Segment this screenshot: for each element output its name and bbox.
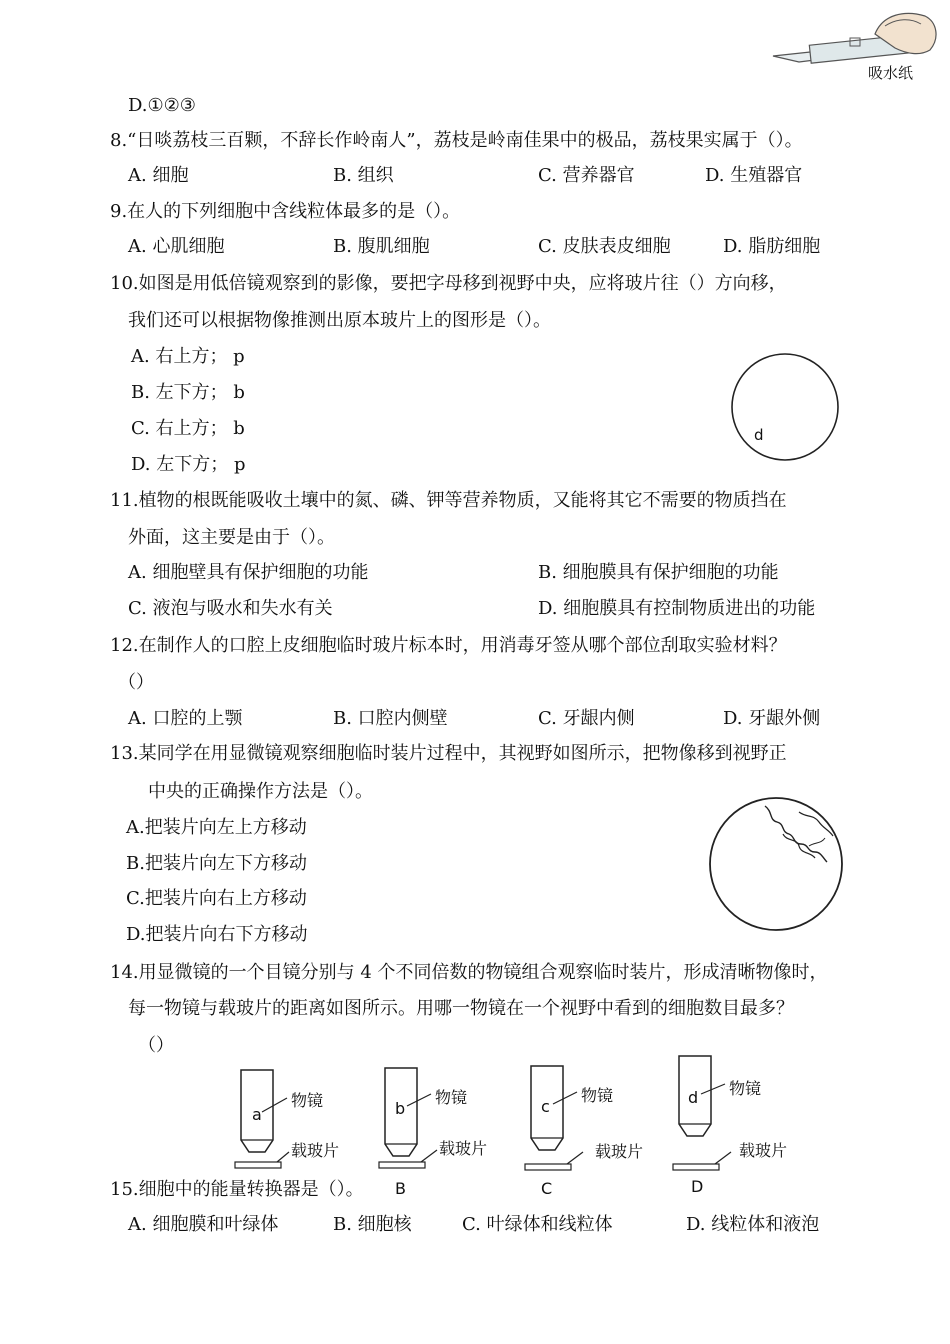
q8-option-b[interactable]: B. 组织 — [333, 165, 394, 186]
q13-option-b[interactable]: B.把装片向左下方移动 — [126, 853, 307, 874]
lens-letter-a: a — [252, 1105, 262, 1124]
lens-letter-c: c — [541, 1097, 550, 1116]
q15-stem: 15.细胞中的能量转换器是（）。 — [110, 1179, 364, 1200]
q9-option-b[interactable]: B. 腹肌细胞 — [333, 236, 430, 257]
q10-option-d[interactable]: D. 左下方； p — [131, 454, 246, 475]
slide-label-c: 载玻片 — [595, 1142, 644, 1161]
q8-option-d[interactable]: D. 生殖器官 — [705, 165, 803, 186]
objective-label-d: 物镜 — [729, 1079, 762, 1098]
slide-label-b: 载玻片 — [439, 1139, 488, 1158]
q13-stem-line2: 中央的正确操作方法是（）。 — [148, 781, 373, 802]
q14-stem-line2: 每一物镜与载玻片的距离如图所示。用哪一物镜在一个视野中看到的细胞数目最多？ — [128, 998, 794, 1019]
slide-label-d: 载玻片 — [739, 1141, 788, 1160]
q10-option-a[interactable]: A. 右上方； p — [131, 346, 245, 367]
q11-option-a[interactable]: A. 细胞壁具有保护细胞的功能 — [128, 562, 369, 583]
q11-stem-line2: 外面，这主要是由于（）。 — [128, 527, 335, 548]
q15-option-b[interactable]: B. 细胞核 — [333, 1214, 412, 1235]
q11-option-d[interactable]: D. 细胞膜具有控制物质进出的功能 — [538, 598, 816, 619]
absorbent-paper-label: 吸水纸 — [868, 64, 914, 82]
q9-option-d[interactable]: D. 脂肪细胞 — [723, 236, 821, 257]
q12-stem-line2: （） — [118, 672, 154, 693]
q10-field-of-view-figure — [725, 348, 845, 468]
q15-option-c[interactable]: C. 叶绿体和线粒体 — [462, 1214, 613, 1235]
q13-option-c[interactable]: C.把装片向右上方移动 — [126, 888, 307, 909]
lens-letter-b: b — [395, 1099, 406, 1118]
q9-option-a[interactable]: A. 心肌细胞 — [128, 236, 225, 257]
q13-field-of-view-figure — [703, 792, 848, 937]
objective-lens-a — [235, 1070, 339, 1168]
q12-option-d[interactable]: D. 牙龈外侧 — [723, 708, 821, 729]
q11-stem-line1: 11.植物的根既能吸收土壤中的氮、磷、钾等营养物质，又能将其它不需要的物质挡在 — [110, 490, 787, 511]
objective-label-b: 物镜 — [435, 1088, 468, 1107]
q8-option-c[interactable]: C. 营养器官 — [538, 165, 635, 186]
q7-option-d[interactable]: D.①②③ — [128, 95, 196, 116]
lens-letter-d: d — [688, 1088, 699, 1107]
panel-label-c: C — [541, 1179, 553, 1198]
q12-option-b[interactable]: B. 口腔内侧壁 — [333, 708, 448, 729]
q13-option-d[interactable]: D.把装片向右下方移动 — [126, 924, 308, 945]
q14-stem-line1: 14.用显微镜的一个目镜分别与 4 个不同倍数的物镜组合观察临时装片，形成清晰物像时， — [110, 962, 828, 983]
q8-stem: 8.“日啖荔枝三百颗，不辞长作岭南人”，荔枝是岭南佳果中的极品，荔枝果实属于（）。 — [110, 130, 803, 151]
q11-option-c[interactable]: C. 液泡与吸水和失水有关 — [128, 598, 333, 619]
q11-option-b[interactable]: B. 细胞膜具有保护细胞的功能 — [538, 562, 779, 583]
q13-stem-line1: 13.某同学在用显微镜观察细胞临时装片过程中，其视野如图所示，把物像移到视野正 — [110, 743, 787, 764]
absorbent-paper-figure — [765, 4, 945, 84]
objective-lens-b — [379, 1068, 487, 1198]
slide-label-a: 载玻片 — [291, 1141, 340, 1160]
q13-option-a[interactable]: A.把装片向左上方移动 — [126, 817, 307, 838]
q10-stem-line1: 10.如图是用低倍镜观察到的影像，要把字母移到视野中央，应将玻片往（）方向移， — [110, 273, 787, 294]
q12-option-a[interactable]: A. 口腔的上颚 — [128, 708, 243, 729]
objective-label-a: 物镜 — [291, 1091, 324, 1110]
q10-option-c[interactable]: C. 右上方； b — [131, 418, 245, 439]
panel-label-d: D — [691, 1177, 704, 1196]
panel-label-b: B — [395, 1179, 406, 1198]
q15-option-a[interactable]: A. 细胞膜和叶绿体 — [128, 1214, 279, 1235]
q10-option-b[interactable]: B. 左下方； b — [131, 382, 245, 403]
q14-stem-line3: （） — [138, 1035, 174, 1056]
objective-lens-c — [525, 1066, 643, 1198]
q10-stem-line2: 我们还可以根据物像推测出原本玻片上的图形是（）。 — [128, 310, 551, 331]
q9-option-c[interactable]: C. 皮肤表皮细胞 — [538, 236, 671, 257]
q10-figure-letter: d — [754, 426, 764, 444]
objective-label-c: 物镜 — [581, 1086, 614, 1105]
q15-option-d[interactable]: D. 线粒体和液泡 — [686, 1214, 820, 1235]
q8-option-a[interactable]: A. 细胞 — [128, 165, 189, 186]
q12-stem-line1: 12.在制作人的口腔上皮细胞临时玻片标本时，用消毒牙签从哪个部位刮取实验材料？ — [110, 635, 787, 656]
objective-lens-d — [673, 1056, 787, 1196]
q12-option-c[interactable]: C. 牙龈内侧 — [538, 708, 635, 729]
q9-stem: 9.在人的下列细胞中含线粒体最多的是（）。 — [110, 201, 461, 222]
